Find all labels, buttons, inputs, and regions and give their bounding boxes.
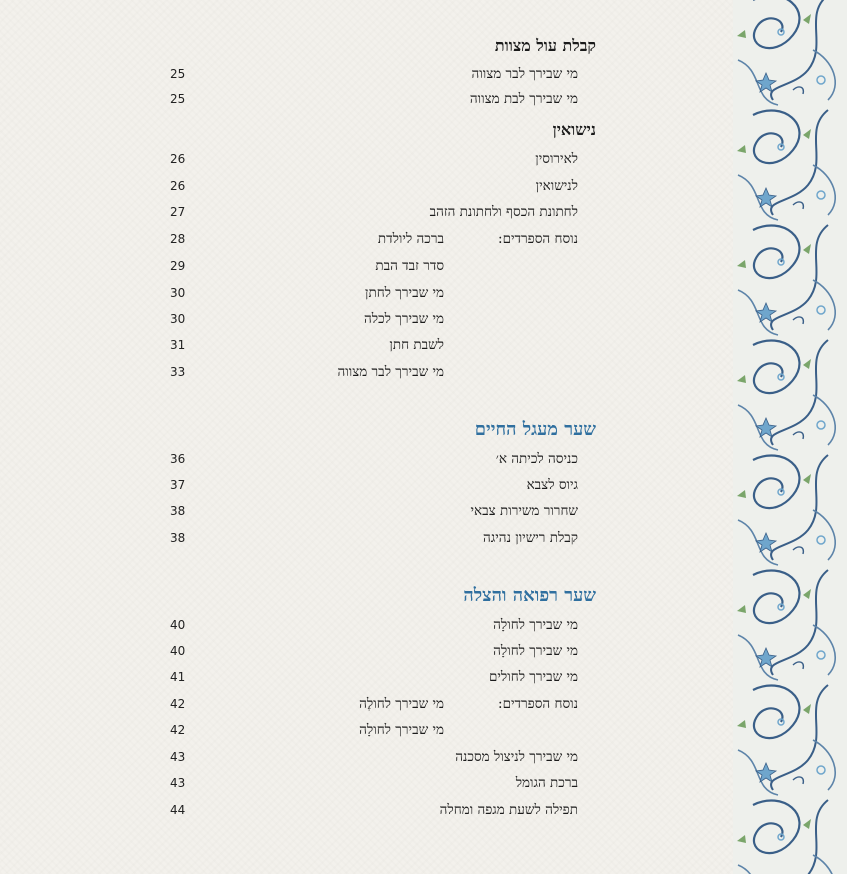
page-number: 26 [170, 179, 186, 193]
toc-entry[interactable] [0, 360, 600, 384]
page-number: 30 [170, 312, 186, 326]
toc-entry[interactable] [0, 254, 600, 278]
page-number: 25 [170, 92, 186, 106]
variant-label: נוסח הספרדים: [498, 231, 578, 247]
page-number: 44 [170, 803, 186, 817]
entry-title: מי שבירך לחולֶה [359, 696, 444, 712]
toc-entry[interactable] [0, 665, 600, 689]
page-number: 40 [170, 618, 186, 632]
section-heading-weddings: נישואין [552, 120, 596, 139]
toc-entry[interactable] [0, 798, 600, 822]
toc-entry[interactable] [0, 227, 600, 251]
entry-title: ברכת הגומל [515, 775, 578, 791]
page-number: 33 [170, 365, 186, 379]
entry-title: לשבת חתן [389, 337, 444, 353]
section-heading-healing: שער רפואה והצלה [463, 585, 596, 606]
entry-title: מי שבירך לבר מצווה [471, 66, 578, 82]
page-number: 25 [170, 67, 186, 81]
floral-scroll-ornament-icon [733, 0, 847, 874]
page-number: 29 [170, 259, 186, 273]
toc-entry[interactable] [0, 281, 600, 305]
entry-title: שחרור משירות צבאי [470, 503, 578, 519]
entry-title: מי שבירך לבר מצווה [337, 364, 444, 380]
entry-title: מי שבירך לחולָה [493, 617, 578, 633]
entry-title: ברכה ליולדת [377, 231, 444, 247]
toc-entry[interactable] [0, 447, 600, 471]
page-number: 26 [170, 152, 186, 166]
entry-title: לנישואין [535, 178, 578, 194]
entry-title: מי שבירך לחולָה [493, 643, 578, 659]
entry-title: מי שבירך לבת מצווה [469, 91, 578, 107]
toc-entry[interactable] [0, 771, 600, 795]
toc-entry[interactable] [0, 473, 600, 497]
toc-entry[interactable] [0, 200, 600, 224]
page-number: 38 [170, 504, 186, 518]
toc-entry[interactable] [0, 639, 600, 663]
section-heading-life-cycle: שער מעגל החיים [474, 419, 596, 440]
entry-title: קבלת רישיון נהיגה [483, 530, 578, 546]
entry-title: מי שבירך לחולים [488, 669, 578, 685]
page-number: 43 [170, 776, 186, 790]
toc-entry[interactable] [0, 147, 600, 171]
toc-entry[interactable] [0, 62, 600, 86]
toc-entry[interactable] [0, 87, 600, 111]
page-number: 42 [170, 697, 186, 711]
toc-entry[interactable] [0, 499, 600, 523]
page-number: 41 [170, 670, 186, 684]
page-number: 42 [170, 723, 186, 737]
entry-title: מי שבירך לחולָה [359, 722, 444, 738]
section-heading-bar-mitzvah: קבלת עול מצוות [494, 36, 596, 55]
page-number: 38 [170, 531, 186, 545]
entry-title: כניסה לכיתה א׳ [495, 451, 578, 467]
toc-entry[interactable] [0, 333, 600, 357]
entry-title: לאירוסין [535, 151, 578, 167]
page-number: 27 [170, 205, 186, 219]
page-number: 37 [170, 478, 186, 492]
toc-entry[interactable] [0, 307, 600, 331]
toc-entry[interactable] [0, 692, 600, 716]
entry-title: תפילה לשעת מגפה ומחלה [439, 802, 578, 818]
page-number: 36 [170, 452, 186, 466]
entry-title: מי שבירך לחתן [365, 285, 444, 301]
page-number: 40 [170, 644, 186, 658]
toc-entry[interactable] [0, 745, 600, 769]
ornamental-border [733, 0, 847, 874]
entry-title: גיוס לצבא [526, 477, 578, 493]
toc-entry[interactable] [0, 174, 600, 198]
variant-label: נוסח הספרדים: [498, 696, 578, 712]
toc-entry[interactable] [0, 718, 600, 742]
page-number: 30 [170, 286, 186, 300]
page-number: 43 [170, 750, 186, 764]
entry-title: לחתונת הכסף ולחתונת הזהב [429, 204, 578, 220]
page-number: 31 [170, 338, 186, 352]
toc-entry[interactable] [0, 613, 600, 637]
toc-entry[interactable] [0, 526, 600, 550]
page-number: 28 [170, 232, 186, 246]
entry-title: מי שבירך לכלה [364, 311, 444, 327]
entry-title: סדר זבד הבת [375, 258, 444, 274]
entry-title: מי שבירך לניצול מסכנה [455, 749, 578, 765]
